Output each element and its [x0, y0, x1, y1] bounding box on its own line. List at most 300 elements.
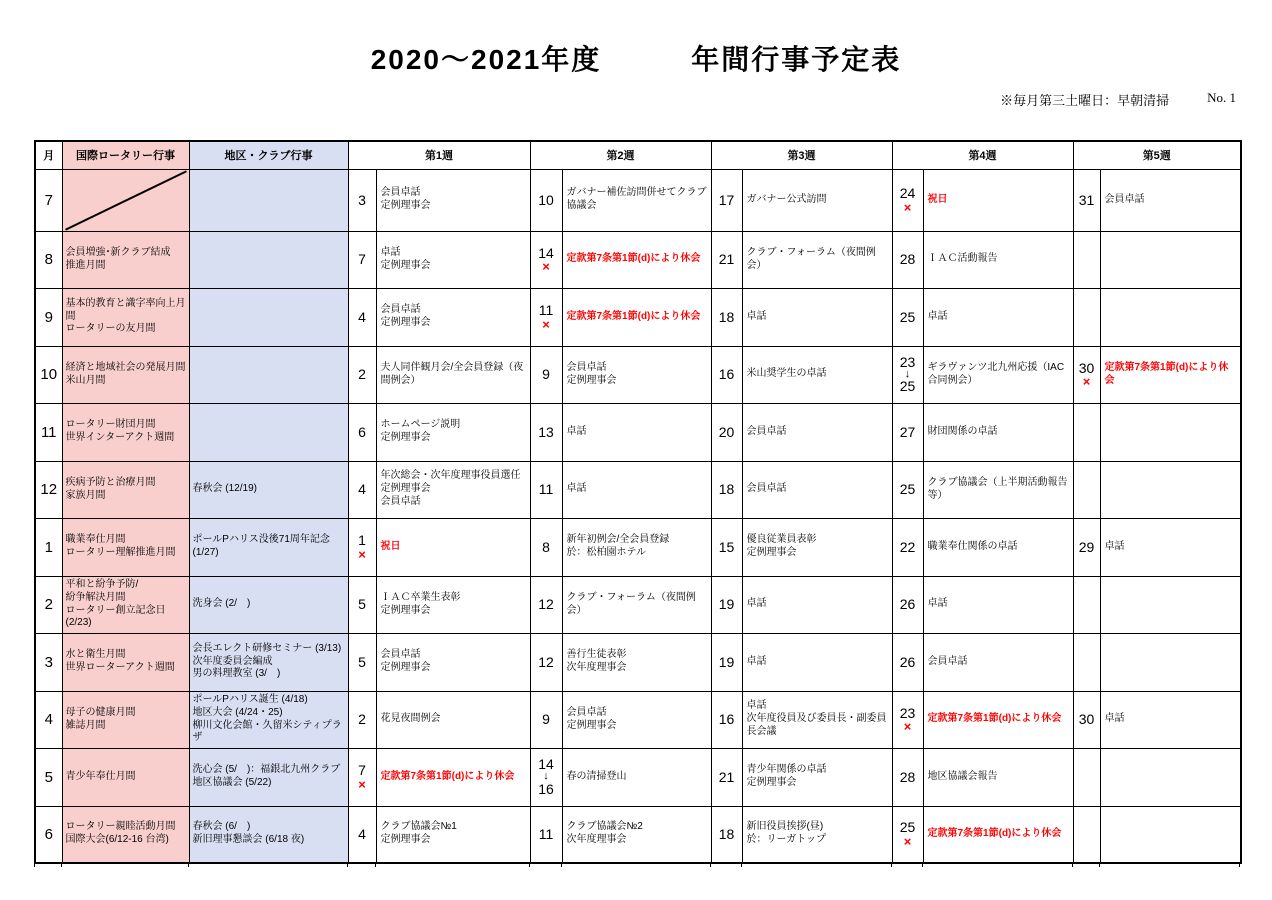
day-number: 30 — [1078, 711, 1095, 728]
event-text: 職業奉仕関係の卓話 — [927, 540, 1018, 552]
day-number: 6 — [358, 423, 366, 440]
district-event-text: ポールPハリス没後71周年記念 — [192, 534, 330, 546]
day-wrap — [712, 367, 742, 382]
event-text: 花見夜間例会 — [380, 713, 441, 725]
week2-event-cell — [562, 518, 711, 576]
table-row-month-7 — [35, 169, 1241, 231]
ri-event-cell — [62, 806, 189, 863]
day-wrap — [349, 763, 376, 791]
table-row-month-4 — [35, 691, 1241, 748]
week5-event-cell — [1100, 576, 1241, 633]
event-text: 卓話 — [746, 598, 767, 610]
event-text: 卓話 — [1104, 540, 1125, 552]
week1-day-cell — [348, 518, 376, 576]
week1-event-cell — [376, 576, 530, 633]
day-number: 11 — [538, 302, 554, 319]
day-number: 25 — [899, 308, 916, 325]
event-text: 定例理事会 — [566, 719, 617, 731]
district-event-text: 次年度委員会編成 — [192, 655, 273, 667]
week1-event-cell — [376, 346, 530, 403]
event-text: 会員卓話 — [380, 187, 421, 199]
day-wrap — [1074, 712, 1100, 727]
district-event-text: 会長エレクト研修セミナー (3/13) — [192, 642, 342, 654]
day-number: 30 — [1078, 359, 1095, 376]
day-wrap — [712, 252, 742, 267]
cutoff-row-border-stubs — [34, 862, 1240, 868]
week3-day-cell — [711, 633, 742, 691]
border-stub — [741, 862, 742, 867]
day-wrap — [531, 482, 562, 497]
event-text: 優良従業員表彰 — [746, 534, 817, 546]
week3-event-cell — [742, 403, 892, 461]
week4-day-cell — [892, 288, 923, 346]
day-wrap — [893, 706, 923, 734]
event-text: 定例理事会 — [380, 662, 431, 673]
day-wrap — [893, 252, 923, 267]
district-event-text: 春秋会 (6/ ) — [192, 821, 251, 833]
event-text: 定例理事会 — [380, 200, 431, 211]
event-text: 定款第7条第1節(d)により休会 — [927, 827, 1062, 839]
event-text: 卓話 — [746, 655, 767, 667]
event-text: 定例理事会 — [566, 374, 617, 386]
district-event-cell — [189, 169, 348, 231]
event-text: 新年初例会/全会員登録 — [566, 534, 670, 546]
ri-event-text: 母子の健康月間 — [65, 706, 136, 718]
border-stub — [61, 862, 62, 867]
week5-day-cell — [1073, 288, 1100, 346]
week2-day-cell — [530, 461, 562, 518]
day-number: 23 — [899, 353, 916, 370]
week2-day-cell — [530, 806, 562, 863]
week3-event-cell — [742, 748, 892, 806]
day-number: 18 — [718, 308, 735, 325]
event-text: 定例理事会 — [380, 483, 431, 495]
ri-event-text: ロータリー財団月間 — [65, 419, 156, 431]
day-wrap — [349, 193, 376, 208]
week4-event-cell — [923, 461, 1073, 518]
event-text: 定例理事会 — [380, 432, 431, 443]
week5-event-cell — [1100, 633, 1241, 691]
day-wrap — [349, 655, 376, 670]
day-wrap — [531, 303, 562, 331]
day-wrap — [349, 425, 376, 440]
week2-event-cell — [562, 691, 711, 748]
day-number: 23 — [899, 704, 916, 721]
cancel-x-icon: × — [903, 719, 912, 735]
event-text: 会員卓話 — [566, 706, 607, 718]
day-number: 25 — [899, 378, 916, 395]
day-wrap — [349, 482, 376, 497]
ri-event-cell — [62, 169, 189, 231]
event-text: 定例理事会 — [380, 834, 431, 846]
event-text: 卓話 — [927, 310, 948, 322]
event-text: 善行生徒表彰 — [566, 649, 627, 661]
week5-event-cell — [1100, 748, 1241, 806]
week4-day-cell — [892, 346, 923, 403]
week3-event-cell — [742, 461, 892, 518]
week2-day-cell — [530, 231, 562, 288]
week1-day-cell — [348, 169, 376, 231]
day-number: 26 — [899, 596, 916, 613]
week4-day-cell — [892, 806, 923, 863]
week4-day-cell — [892, 748, 923, 806]
week2-day-cell — [530, 691, 562, 748]
cancel-x-icon: × — [903, 199, 912, 215]
ri-event-text: 疾病予防と治療月間 — [65, 476, 156, 488]
cancel-x-icon: × — [358, 776, 366, 792]
event-text: クラブ・フォーラム（夜間例会） — [566, 591, 696, 616]
day-wrap — [349, 252, 376, 267]
week5-day-cell — [1073, 169, 1100, 231]
col-header-month: 月 — [35, 141, 62, 169]
week5-event-cell — [1100, 231, 1241, 288]
week1-day-cell — [348, 633, 376, 691]
table-row-month-1 — [35, 518, 1241, 576]
day-wrap — [531, 597, 562, 612]
ri-event-cell — [62, 748, 189, 806]
cancel-x-icon: × — [1082, 374, 1091, 390]
day-number: 16 — [718, 711, 735, 728]
week3-event-cell — [742, 518, 892, 576]
week3-event-cell — [742, 806, 892, 863]
week2-event-cell — [562, 748, 711, 806]
week4-day-cell — [892, 461, 923, 518]
event-text: ギラヴァンツ北九州応援（IAC合同例会） — [927, 361, 1065, 386]
day-number: 2 — [358, 711, 366, 728]
week3-day-cell — [711, 461, 742, 518]
day-wrap — [712, 540, 742, 555]
day-number: 7 — [358, 762, 366, 779]
border-stub — [34, 862, 35, 867]
ri-event-cell — [62, 576, 189, 633]
ri-event-text: 紛争解決月間 — [65, 591, 126, 603]
week3-event-cell — [742, 288, 892, 346]
diagonal-line — [63, 170, 189, 231]
district-event-cell — [189, 288, 348, 346]
week3-day-cell — [711, 288, 742, 346]
week5-day-cell — [1073, 461, 1100, 518]
day-number: 14 — [538, 756, 554, 773]
week2-event-cell — [562, 633, 711, 691]
border-stub — [347, 862, 348, 867]
district-event-cell — [189, 461, 348, 518]
week2-event-cell — [562, 576, 711, 633]
day-number: 28 — [899, 251, 916, 268]
cleaning-note: ※毎月第三土曜日：早朝清掃 — [1000, 93, 1170, 108]
week5-day-cell — [1073, 231, 1100, 288]
event-text: 会員卓話 — [380, 304, 421, 316]
week4-event-cell — [923, 403, 1073, 461]
day-wrap — [531, 367, 562, 382]
day-number: 16 — [538, 780, 554, 797]
ri-event-text: 経済と地域社会の発展月間 — [65, 361, 186, 373]
day-number: 12 — [538, 596, 554, 613]
district-event-text: 春秋会 (12/19) — [192, 483, 257, 495]
event-text: 次年度理事会 — [566, 662, 627, 673]
week2-day-cell — [530, 346, 562, 403]
event-text: ＩＡＣ活動報告 — [927, 253, 998, 265]
day-number: 16 — [718, 366, 735, 383]
day-number: 18 — [718, 481, 735, 498]
day-wrap — [531, 425, 562, 440]
ri-event-cell — [62, 691, 189, 748]
ri-event-text: 推進月間 — [65, 259, 106, 271]
day-number: 12 — [538, 653, 554, 670]
week2-event-cell — [562, 231, 711, 288]
week5-event-cell — [1100, 691, 1241, 748]
table-row-month-9 — [35, 288, 1241, 346]
border-stub — [922, 862, 923, 867]
week2-day-cell — [530, 633, 562, 691]
day-number: 15 — [718, 538, 735, 555]
event-text: 会員卓話 — [1104, 193, 1145, 205]
day-wrap — [893, 425, 923, 440]
ri-event-text: ロータリーの友月間 — [65, 323, 156, 335]
day-wrap — [531, 540, 562, 555]
table-row-month-2 — [35, 576, 1241, 633]
week1-event-cell — [376, 231, 530, 288]
day-number: 21 — [718, 768, 735, 785]
day-number: 14 — [538, 244, 554, 261]
ri-event-text: 職業奉仕月間 — [65, 534, 126, 546]
day-wrap — [893, 186, 923, 214]
event-text: 定款第7条第1節(d)により休会 — [566, 310, 701, 322]
day-number: 4 — [358, 308, 366, 325]
event-text: クラブ協議会（上半期活動報告等） — [927, 476, 1068, 501]
week3-day-cell — [711, 806, 742, 863]
week4-event-cell — [923, 748, 1073, 806]
ri-event-text: 米山月間 — [65, 374, 106, 386]
day-wrap — [349, 712, 376, 727]
week4-event-cell — [923, 518, 1073, 576]
month-cell: 4 — [35, 691, 62, 748]
week3-event-cell — [742, 169, 892, 231]
day-wrap — [1074, 193, 1100, 208]
day-wrap — [531, 655, 562, 670]
week5-event-cell — [1100, 518, 1241, 576]
day-wrap — [712, 597, 742, 612]
week2-day-cell — [530, 518, 562, 576]
ri-event-text: 基本的教育と識字率向上月間 — [65, 297, 186, 322]
district-event-text: 男の料理教室 (3/ ) — [192, 668, 281, 680]
day-wrap — [531, 193, 562, 208]
week5-event-cell — [1100, 461, 1241, 518]
event-text: クラブ協議会№2 — [566, 821, 643, 833]
week4-day-cell — [892, 403, 923, 461]
week5-day-cell — [1073, 806, 1100, 863]
week4-event-cell — [923, 231, 1073, 288]
header-note — [1000, 90, 1236, 109]
week2-event-cell — [562, 346, 711, 403]
day-wrap — [893, 597, 923, 612]
district-event-text: 地区協議会 (5/22) — [192, 777, 272, 788]
event-text: 定款第7条第1節(d)により休会 — [1104, 361, 1229, 386]
week1-day-cell — [348, 288, 376, 346]
week3-day-cell — [711, 403, 742, 461]
week4-event-cell — [923, 633, 1073, 691]
day-number: 26 — [899, 653, 916, 670]
border-stub — [561, 862, 562, 867]
day-wrap — [531, 827, 562, 842]
week4-event-cell — [923, 288, 1073, 346]
border-stub — [375, 862, 376, 867]
day-number: 29 — [1078, 538, 1095, 555]
col-header-week5: 第5週 — [1073, 141, 1241, 169]
day-number: 9 — [542, 366, 550, 383]
ri-event-text: ロータリー親睦活動月間 — [65, 821, 176, 833]
week1-event-cell — [376, 633, 530, 691]
ri-event-text: 家族月間 — [65, 489, 106, 501]
week2-day-cell — [530, 288, 562, 346]
week3-event-cell — [742, 231, 892, 288]
event-text: 定例理事会 — [380, 259, 431, 271]
district-event-text: 柳川文化会館・久留米シティプラザ — [192, 719, 342, 744]
down-arrow-icon: ↓ — [904, 367, 911, 380]
week1-event-cell — [376, 461, 530, 518]
event-text: 祝日 — [927, 193, 948, 205]
event-text: 米山奨学生の卓話 — [746, 368, 827, 380]
day-wrap — [349, 597, 376, 612]
table-row-month-5 — [35, 748, 1241, 806]
week2-day-cell — [530, 403, 562, 461]
border-stub — [1072, 862, 1073, 867]
day-number: 3 — [358, 191, 366, 208]
event-text: 次年度役員及び委員長・副委員長会議 — [746, 713, 887, 737]
ri-event-text: 雑誌月間 — [65, 719, 106, 731]
day-number: 2 — [358, 366, 366, 383]
day-number: 20 — [718, 423, 735, 440]
week5-day-cell — [1073, 403, 1100, 461]
cancel-x-icon: × — [542, 316, 550, 332]
week1-event-cell — [376, 748, 530, 806]
cancel-x-icon: × — [358, 546, 366, 562]
cancel-x-icon: × — [542, 259, 550, 275]
week2-event-cell — [562, 288, 711, 346]
district-event-text: 地区大会 (4/24・25) — [192, 706, 283, 718]
district-event-text: ポールPハリス誕生 (4/18) — [192, 693, 308, 705]
event-text: 青少年関係の卓話 — [746, 764, 827, 776]
district-event-text: 新旧理事懇談会 (6/18 夜) — [192, 834, 305, 846]
col-header-week3: 第3週 — [711, 141, 892, 169]
ri-event-cell — [62, 288, 189, 346]
district-event-text: 洗身会 (2/ ) — [192, 598, 251, 610]
week2-day-cell — [530, 576, 562, 633]
table-row-month-6 — [35, 806, 1241, 863]
ri-event-cell — [62, 346, 189, 403]
table-row-month-3 — [35, 633, 1241, 691]
week3-day-cell — [711, 691, 742, 748]
week1-day-cell — [348, 461, 376, 518]
month-cell: 3 — [35, 633, 62, 691]
day-number: 19 — [718, 653, 735, 670]
day-wrap — [712, 712, 742, 727]
day-number: 4 — [358, 825, 366, 842]
week2-event-cell — [562, 169, 711, 231]
event-text: 会員卓話 — [746, 483, 787, 495]
month-cell: 5 — [35, 748, 62, 806]
week4-event-cell — [923, 169, 1073, 231]
day-wrap — [712, 827, 742, 842]
week4-day-cell — [892, 169, 923, 231]
day-wrap — [712, 193, 742, 208]
event-text: 卓話 — [746, 700, 767, 712]
week3-day-cell — [711, 518, 742, 576]
day-wrap — [893, 355, 923, 394]
event-text: 会員卓話 — [566, 361, 607, 373]
ri-event-text: 水と衛生月間 — [65, 649, 126, 661]
day-number: 27 — [899, 423, 916, 440]
day-number: 21 — [718, 251, 735, 268]
day-wrap — [349, 533, 376, 561]
ri-event-text: 会員増強･新クラブ結成 — [65, 246, 171, 258]
day-number: 31 — [1078, 191, 1095, 208]
border-stub — [710, 862, 711, 867]
district-event-text: 洗心会 (5/ )：福銀北九州クラブ — [192, 764, 341, 776]
district-event-cell — [189, 576, 348, 633]
day-wrap — [349, 367, 376, 382]
month-cell: 12 — [35, 461, 62, 518]
week4-day-cell — [892, 231, 923, 288]
week4-day-cell — [892, 576, 923, 633]
event-text: 卓話 — [566, 425, 587, 437]
day-number: 5 — [358, 596, 366, 613]
day-wrap — [712, 482, 742, 497]
border-stub — [1099, 862, 1100, 867]
day-wrap — [1074, 540, 1100, 555]
district-event-text: (1/27) — [192, 547, 219, 558]
event-text: 祝日 — [380, 540, 401, 552]
day-number: 8 — [542, 538, 550, 555]
day-number: 7 — [358, 251, 366, 268]
col-header-district-events: 地区・クラブ行事 — [189, 141, 348, 169]
col-header-week4: 第4週 — [892, 141, 1073, 169]
week5-day-cell — [1073, 518, 1100, 576]
day-wrap — [893, 540, 923, 555]
month-cell: 1 — [35, 518, 62, 576]
day-wrap — [893, 482, 923, 497]
week2-event-cell — [562, 403, 711, 461]
day-number: 19 — [718, 596, 735, 613]
week3-day-cell — [711, 231, 742, 288]
table-row-month-10 — [35, 346, 1241, 403]
event-text: 於：松柏園ホテル — [566, 547, 646, 558]
week3-day-cell — [711, 576, 742, 633]
month-cell: 8 — [35, 231, 62, 288]
week1-day-cell — [348, 806, 376, 863]
event-text: 年次総会・次年度理事役員選任 — [380, 470, 521, 482]
week3-day-cell — [711, 346, 742, 403]
day-number: 24 — [899, 185, 916, 202]
ri-event-text: 国際大会(6/12-16 台湾) — [65, 834, 169, 846]
day-number: 4 — [358, 481, 366, 498]
border-stub — [188, 862, 189, 867]
col-header-week1: 第1週 — [348, 141, 530, 169]
page-title: 2020～2021年度 年間行事予定表 — [370, 44, 902, 75]
event-text: 次年度理事会 — [566, 834, 627, 846]
week1-day-cell — [348, 231, 376, 288]
week3-day-cell — [711, 748, 742, 806]
border-stub — [529, 862, 530, 867]
week2-day-cell — [530, 748, 562, 806]
day-wrap — [531, 757, 562, 796]
week3-event-cell — [742, 633, 892, 691]
week1-event-cell — [376, 403, 530, 461]
district-event-cell — [189, 403, 348, 461]
month-cell: 6 — [35, 806, 62, 863]
district-event-cell — [189, 748, 348, 806]
day-number: 5 — [358, 653, 366, 670]
header-row — [35, 141, 1241, 169]
